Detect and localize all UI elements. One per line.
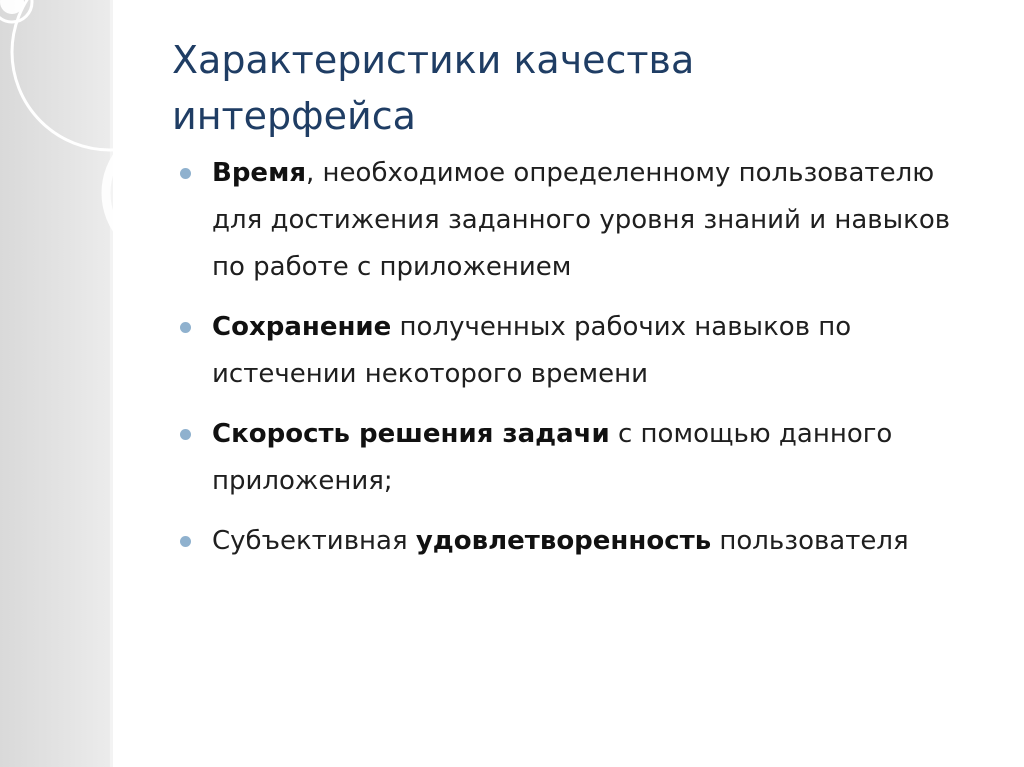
bullet-bold-term: удовлетворенность [415, 526, 712, 556]
slide-title: Характеристики качества интерфейса [172, 38, 695, 138]
bullet-dot-icon [180, 168, 191, 179]
bullet-plain-text: , необходимое определенному пользователю для достижения заданного уровня знаний и навыков по работе с приложением [212, 158, 951, 282]
bullet-plain-text: Субъективная [212, 526, 416, 556]
bullet-dot-icon [180, 429, 191, 440]
bullet-bold-term: Скорость решения задачи [212, 419, 610, 449]
side-divider [110, 0, 113, 767]
bullet-text [212, 158, 950, 282]
bullet-plain-text: полученных рабочих навыков по истечении некоторого времени [212, 312, 852, 389]
bullet-item [178, 518, 988, 565]
bullet-text [212, 419, 892, 496]
bullet-item [178, 411, 988, 505]
bullet-plain-text: пользователя [711, 526, 909, 556]
bullet-plain-text: с помощью данного приложения; [212, 419, 893, 496]
bullet-bold-term: Время [212, 158, 307, 188]
bullet-item [178, 304, 988, 398]
side-band [0, 0, 112, 767]
bullet-text [212, 526, 909, 556]
bullet-list [178, 150, 988, 578]
bullet-bold-term: Сохранение [212, 312, 392, 342]
bullet-dot-icon [180, 536, 191, 547]
bullet-dot-icon [180, 322, 191, 333]
bullet-text [212, 312, 851, 389]
bullet-item [178, 150, 988, 291]
